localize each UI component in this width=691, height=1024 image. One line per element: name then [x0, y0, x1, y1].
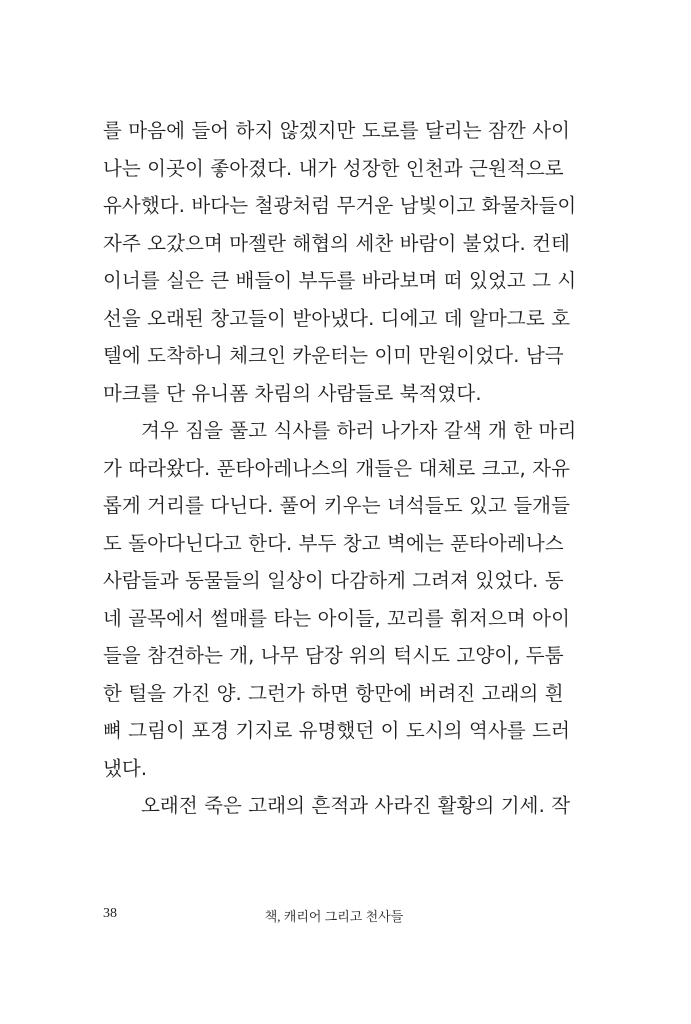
body-text: [103, 112, 577, 825]
text-line-11: 롭게 거리를 다닌다. 풀어 키우는 녀석들도 있고 들개들: [103, 494, 571, 517]
running-title: 책, 캐리어 그리고 천사들: [264, 909, 404, 924]
text-line-15: 들을 참견하는 개, 나무 담장 위의 턱시도 고양이, 두툼: [103, 644, 564, 667]
text-line-1: 를 마음에 들어 하지 않겠지만 도로를 달리는 잠깐 사이: [103, 119, 571, 142]
text-line-6: 선을 오래된 창고들이 받아냈다. 디에고 데 알마그로 호: [103, 306, 571, 330]
text-line-9: 겨우 짐을 풀고 식사를 하러 나가자 갈색 개 한 마리: [141, 419, 577, 442]
page-number: 38: [103, 906, 117, 921]
text-line-3: 유사했다. 바다는 철광처럼 무거운 남빛이고 화물차들이: [103, 194, 577, 217]
text-line-5: 이너를 실은 큰 배들이 부두를 바라보며 떠 있었고 그 시: [103, 269, 577, 292]
page-footer: [103, 906, 555, 926]
text-line-16: 한 털을 가진 양. 그런가 하면 항만에 버려진 고래의 흰: [103, 681, 564, 705]
text-line-18: 냈다.: [103, 756, 148, 780]
text-line-2: 나는 이곳이 좋아졌다. 내가 성장한 인천과 근원적으로: [103, 156, 564, 180]
text-line-8: 마크를 단 유니폼 차림의 사람들로 북적였다.: [103, 381, 482, 405]
text-line-19: 오래전 죽은 고래의 흔적과 사라진 활황의 기세. 작: [141, 794, 571, 817]
text-line-4: 자주 오갔으며 마젤란 해협의 세찬 바람이 불었다. 컨테: [103, 231, 571, 255]
text-line-12: 도 돌아다닌다고 한다. 부두 창고 벽에는 푼타아레나스: [103, 531, 564, 555]
text-line-10: 가 따라왔다. 푼타아레나스의 개들은 대체로 크고, 자유: [103, 456, 571, 480]
text-line-7: 텔에 도착하니 체크인 카운터는 이미 만원이었다. 남극: [103, 344, 564, 367]
text-line-17: 뼈 그림이 포경 기지로 유명했던 이 도시의 역사를 드러: [103, 719, 571, 742]
text-line-13: 사람들과 동물들의 일상이 다감하게 그려져 있었다. 동: [103, 569, 564, 592]
text-line-14: 네 골목에서 썰매를 타는 아이들, 꼬리를 휘저으며 아이: [103, 606, 571, 630]
